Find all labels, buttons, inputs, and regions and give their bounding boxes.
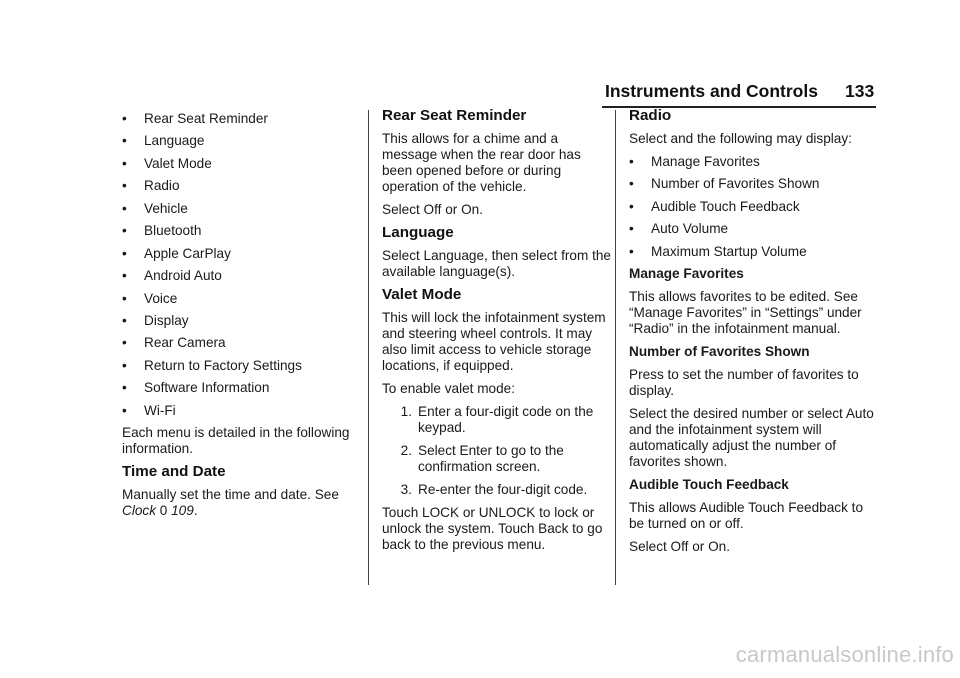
intro-paragraph: Each menu is detailed in the following information. bbox=[122, 425, 350, 457]
list-item: • Rear Seat Reminder bbox=[122, 111, 268, 126]
time-date-paragraph: Manually set the time and date. See Clock 0 109. bbox=[122, 487, 339, 519]
list-item: • Return to Factory Settings bbox=[122, 357, 302, 373]
radio-paragraph: Select and the following may display: bbox=[629, 131, 852, 146]
column-1 bbox=[122, 108, 350, 526]
manage-favorites-paragraph: This allows favorites to be edited. See “Manage Favorites” in “Settings” under “Radio” in the infotainment manual. bbox=[629, 289, 862, 337]
list-item: • Android Auto bbox=[122, 268, 222, 284]
subhead-manage-favorites: Manage Favorites bbox=[629, 266, 744, 282]
list-item: • Display bbox=[122, 312, 189, 328]
subhead-audible-touch-feedback: Audible Touch Feedback bbox=[629, 477, 789, 493]
audible-paragraph-1: This allows Audible Touch Feedback to be turned on or off. bbox=[629, 500, 863, 532]
rear-seat-paragraph: This allows for a chime and a message when the rear door has been opened before or during operation of the vehicle. bbox=[382, 131, 581, 194]
valet-steps bbox=[382, 404, 614, 498]
list-item: • Software Information bbox=[122, 380, 270, 396]
heading-rear-seat-reminder: Rear Seat Reminder bbox=[382, 107, 527, 124]
list-item: • Maximum Startup Volume bbox=[629, 243, 807, 259]
list-item: • Voice bbox=[122, 290, 178, 306]
page-ref-icon: 0 bbox=[159, 503, 168, 519]
number-favorites-paragraph-2: Select the desired number or select Auto and the infotainment system will automatically adjust the number of favorites shown. bbox=[629, 406, 874, 470]
list-item: • Manage Favorites bbox=[629, 154, 760, 169]
list-item: • Radio bbox=[122, 178, 180, 194]
list-item: • Rear Camera bbox=[122, 335, 226, 351]
list-item: • Vehicle bbox=[122, 200, 188, 216]
list-item: • Wi-Fi bbox=[122, 402, 176, 418]
subhead-number-of-favorites: Number of Favorites Shown bbox=[629, 344, 810, 360]
list-item: • Valet Mode bbox=[122, 155, 212, 171]
watermark: carmanualsonline.info bbox=[735, 642, 954, 667]
page-number: 133 bbox=[845, 81, 875, 101]
list-item: • Number of Favorites Shown bbox=[629, 176, 820, 192]
valet-lock-paragraph: Touch LOCK or UNLOCK to lock or unlock the system. Touch Back to go back to the previous menu. bbox=[382, 505, 603, 552]
number-favorites-paragraph-1: Press to set the number of favorites to display. bbox=[629, 367, 859, 399]
rear-seat-select: Select Off or On. bbox=[382, 202, 483, 217]
list-item: • Auto Volume bbox=[629, 221, 729, 237]
column-3 bbox=[629, 108, 877, 562]
audible-paragraph-2: Select Off or On. bbox=[629, 539, 730, 555]
list-item: • Audible Touch Feedback bbox=[629, 198, 800, 214]
list-item: • Language bbox=[122, 133, 205, 149]
settings-menu-list bbox=[122, 111, 350, 419]
list-item: • Apple CarPlay bbox=[122, 245, 231, 261]
list-item: 2. Select Enter to go to the confirmation screen. bbox=[400, 443, 564, 474]
list-item: • Bluetooth bbox=[122, 223, 202, 239]
radio-options-list bbox=[629, 154, 877, 260]
heading-valet-mode: Valet Mode bbox=[382, 286, 462, 303]
list-item: 1. Enter a four-digit code on the keypad. bbox=[400, 404, 594, 435]
column-divider-right bbox=[615, 110, 616, 585]
page-header-title: Instruments and Controls bbox=[605, 81, 818, 101]
column-2 bbox=[382, 108, 614, 560]
heading-radio: Radio bbox=[629, 107, 672, 124]
clock-link[interactable]: Clock bbox=[122, 503, 156, 519]
page-ref-number[interactable]: 109 bbox=[171, 503, 194, 519]
heading-time-and-date: Time and Date bbox=[122, 463, 226, 481]
language-paragraph: Select Language, then select from the available language(s). bbox=[382, 248, 611, 279]
column-divider-left bbox=[368, 110, 369, 585]
valet-paragraph: This will lock the infotainment system and steering wheel controls. It may also limit access to vehicle storage locations, if equipped. bbox=[382, 310, 606, 373]
heading-language: Language bbox=[382, 224, 454, 241]
list-item: 3. Re-enter the four-digit code. bbox=[400, 482, 588, 497]
valet-enable-intro: To enable valet mode: bbox=[382, 381, 516, 396]
